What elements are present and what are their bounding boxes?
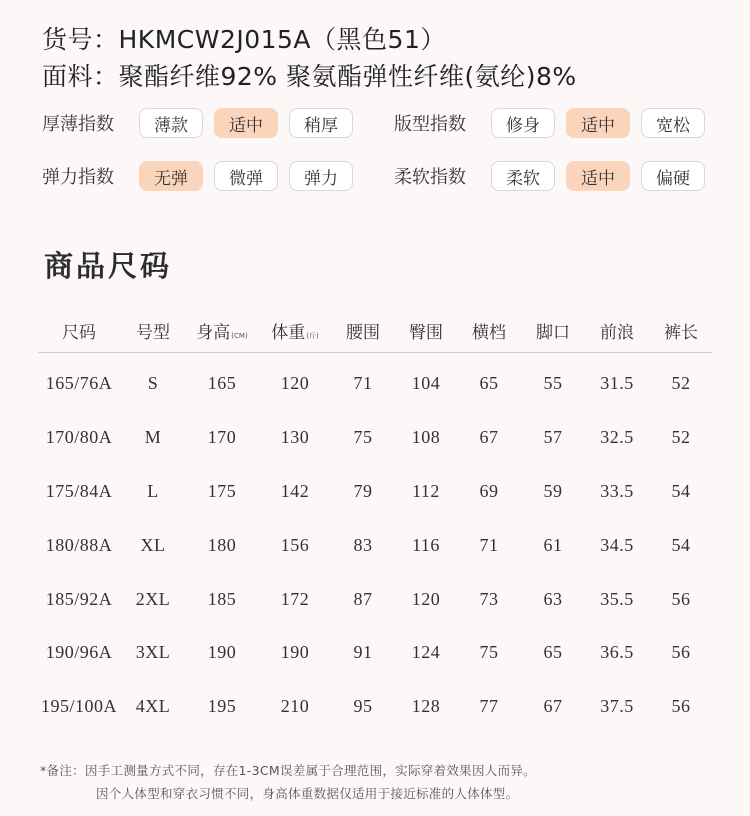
column-header-label: 号型 bbox=[136, 323, 170, 343]
table-cell: 170/80A bbox=[45, 427, 113, 447]
table-cell: 190 bbox=[207, 642, 237, 662]
table-cell: 59 bbox=[543, 481, 563, 501]
table-cell: 63 bbox=[543, 589, 563, 609]
index-row bbox=[394, 108, 705, 138]
table-cell: 180 bbox=[207, 535, 237, 555]
column-header-label: 身高 bbox=[196, 323, 231, 343]
table-cell: 75 bbox=[353, 427, 373, 447]
table-cell: 71 bbox=[353, 373, 373, 393]
table-cell: 95 bbox=[353, 696, 373, 716]
section-title: 商品尺码 bbox=[44, 249, 173, 283]
table-cell: 67 bbox=[479, 427, 499, 447]
table-cell: 108 bbox=[411, 427, 441, 447]
table-cell: 175 bbox=[207, 481, 237, 501]
table-cell: XL bbox=[140, 535, 166, 555]
table-cell: 190 bbox=[280, 642, 310, 662]
column-header-label: 臀围 bbox=[409, 323, 443, 343]
table-cell: 67 bbox=[543, 696, 563, 716]
table-cell: 55 bbox=[543, 373, 563, 393]
table-cell: 2XL bbox=[135, 589, 171, 609]
column-header-label: 脚口 bbox=[536, 323, 570, 343]
table-cell: 124 bbox=[411, 642, 441, 662]
index-chip: 宽松 bbox=[641, 108, 705, 138]
table-cell: 190/96A bbox=[45, 642, 113, 662]
table-cell: 73 bbox=[479, 589, 499, 609]
table-cell: 172 bbox=[280, 589, 310, 609]
index-chip: 薄款 bbox=[139, 108, 203, 138]
index-chip: 弹力 bbox=[289, 161, 353, 191]
table-cell: 54 bbox=[671, 535, 691, 555]
size-table-header bbox=[0, 318, 750, 344]
table-cell: 54 bbox=[671, 481, 691, 501]
column-header bbox=[136, 318, 170, 343]
column-header-label: 腰围 bbox=[346, 323, 380, 343]
index-label: 版型指数 bbox=[394, 114, 466, 135]
index-row bbox=[42, 108, 353, 138]
index-chip-selected: 适中 bbox=[566, 108, 630, 138]
index-row bbox=[394, 161, 705, 191]
table-row bbox=[0, 481, 750, 505]
table-row bbox=[0, 696, 750, 720]
table-cell: 185/92A bbox=[45, 589, 113, 609]
table-row bbox=[0, 642, 750, 666]
table-cell: 128 bbox=[411, 696, 441, 716]
column-header bbox=[664, 318, 698, 343]
table-cell: 79 bbox=[353, 481, 373, 501]
table-cell: 116 bbox=[412, 535, 440, 555]
table-cell: 61 bbox=[543, 535, 563, 555]
table-row bbox=[0, 373, 750, 397]
table-cell: 210 bbox=[280, 696, 310, 716]
table-cell: 104 bbox=[411, 373, 441, 393]
table-cell: 65 bbox=[479, 373, 499, 393]
table-cell: 195/100A bbox=[41, 696, 117, 716]
table-cell: 91 bbox=[353, 642, 373, 662]
table-cell: 65 bbox=[543, 642, 563, 662]
table-cell: 142 bbox=[280, 481, 310, 501]
index-chip-selected: 适中 bbox=[214, 108, 278, 138]
table-cell: 180/88A bbox=[45, 535, 113, 555]
table-cell: 56 bbox=[671, 589, 691, 609]
table-cell: 52 bbox=[671, 373, 691, 393]
index-chip: 稍厚 bbox=[289, 108, 353, 138]
table-cell: 34.5 bbox=[600, 535, 634, 555]
table-row bbox=[0, 427, 750, 451]
table-cell: 120 bbox=[280, 373, 310, 393]
column-header-label: 体重 bbox=[271, 323, 306, 343]
table-cell: 35.5 bbox=[600, 589, 634, 609]
table-cell: 36.5 bbox=[600, 642, 634, 662]
note-line-2: 因个人体型和穿衣习惯不同，身高体重数据仅适用于接近标准的人体体型。 bbox=[96, 786, 519, 801]
column-header bbox=[196, 318, 247, 343]
table-cell: 77 bbox=[479, 696, 499, 716]
table-cell: 195 bbox=[207, 696, 237, 716]
header-divider bbox=[38, 352, 712, 353]
table-cell: 71 bbox=[479, 535, 499, 555]
index-chip: 偏硬 bbox=[641, 161, 705, 191]
column-header bbox=[600, 318, 634, 343]
table-cell: 57 bbox=[543, 427, 563, 447]
column-header-label: 裤长 bbox=[664, 323, 698, 343]
table-cell: 31.5 bbox=[600, 373, 634, 393]
table-cell: 87 bbox=[353, 589, 373, 609]
table-cell: 165/76A bbox=[45, 373, 113, 393]
table-cell: 112 bbox=[412, 481, 440, 501]
fabric-composition: 面料：聚酯纤维92% 聚氨酯弹性纤维(氨纶)8% bbox=[42, 62, 577, 91]
table-cell: 3XL bbox=[135, 642, 171, 662]
table-cell: L bbox=[147, 481, 159, 501]
index-chip-selected: 无弹 bbox=[139, 161, 203, 191]
index-label: 柔软指数 bbox=[394, 167, 466, 188]
item-number: 货号：HKMCW2J015A（黑色51） bbox=[42, 25, 446, 54]
table-cell: 33.5 bbox=[600, 481, 634, 501]
table-cell: 56 bbox=[671, 642, 691, 662]
index-chip: 柔软 bbox=[491, 161, 555, 191]
table-cell: 83 bbox=[353, 535, 373, 555]
index-chip-selected: 适中 bbox=[566, 161, 630, 191]
table-cell: 37.5 bbox=[600, 696, 634, 716]
table-cell: 130 bbox=[280, 427, 310, 447]
table-cell: 4XL bbox=[135, 696, 171, 716]
index-label: 厚薄指数 bbox=[42, 114, 114, 135]
column-header bbox=[409, 318, 443, 343]
index-label: 弹力指数 bbox=[42, 167, 114, 188]
table-cell: 165 bbox=[207, 373, 237, 393]
table-cell: 69 bbox=[479, 481, 499, 501]
table-row bbox=[0, 535, 750, 559]
column-header bbox=[346, 318, 380, 343]
index-chip: 微弹 bbox=[214, 161, 278, 191]
column-header bbox=[271, 318, 318, 343]
column-header bbox=[62, 318, 96, 343]
table-cell: 75 bbox=[479, 642, 499, 662]
index-row bbox=[42, 161, 353, 191]
column-header-label: 前浪 bbox=[600, 323, 634, 343]
column-unit: (斤) bbox=[306, 332, 319, 340]
column-header bbox=[472, 318, 506, 343]
column-unit: (CM) bbox=[231, 332, 248, 340]
table-cell: 175/84A bbox=[45, 481, 113, 501]
table-row bbox=[0, 589, 750, 613]
column-header-label: 尺码 bbox=[62, 323, 96, 343]
table-cell: 156 bbox=[280, 535, 310, 555]
table-cell: 120 bbox=[411, 589, 441, 609]
table-cell: 170 bbox=[207, 427, 237, 447]
table-cell: S bbox=[147, 373, 159, 393]
table-cell: 56 bbox=[671, 696, 691, 716]
column-header-label: 横档 bbox=[472, 323, 506, 343]
column-header bbox=[536, 318, 570, 343]
table-cell: 185 bbox=[207, 589, 237, 609]
note-line-1: *备注：因手工测量方式不同，存在1-3CM误差属于合理范围，实际穿着效果因人而异。 bbox=[40, 763, 536, 778]
table-cell: M bbox=[144, 427, 162, 447]
table-cell: 52 bbox=[671, 427, 691, 447]
table-cell: 32.5 bbox=[600, 427, 634, 447]
index-chip: 修身 bbox=[491, 108, 555, 138]
